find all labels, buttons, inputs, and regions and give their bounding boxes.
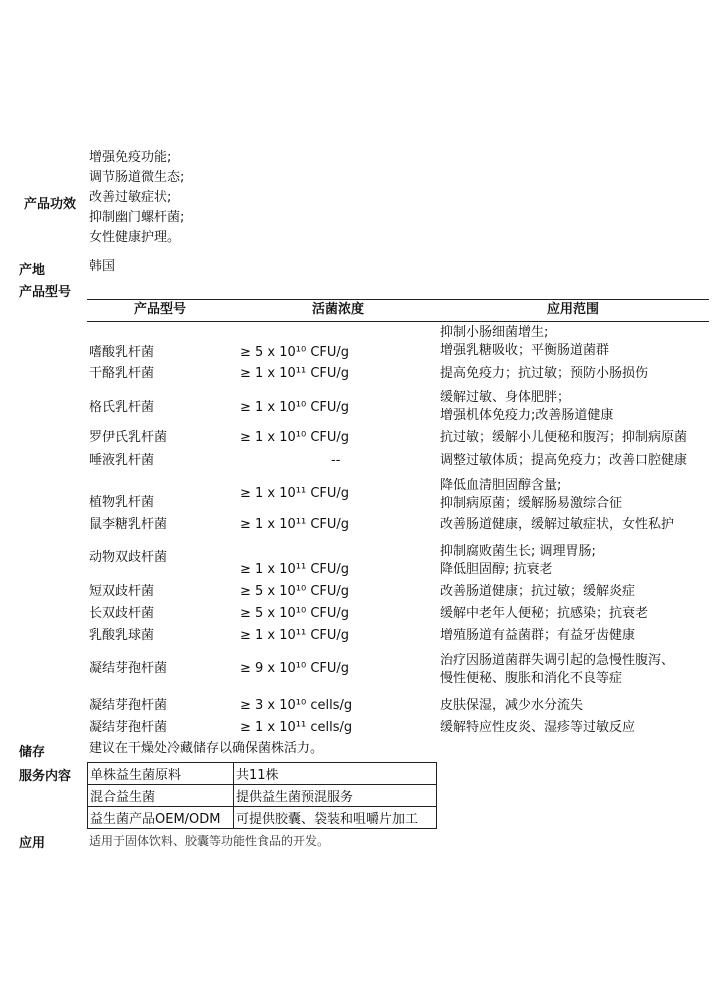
table-header-concentration: 活菌浓度 [312, 302, 365, 317]
table-cell-application: 提高免疫力；抗过敏；预防小肠损伤 [440, 366, 649, 381]
table-cell-application: 增强乳糖吸收；平衡肠道菌群 [440, 343, 610, 358]
table-cell-concentration: ≥ 3 x 10¹⁰ cells/g [240, 698, 353, 713]
service-label: 服务内容 [19, 769, 72, 784]
table-cell-application: 缓解特应性皮炎、湿疹等过敏反应 [440, 720, 636, 735]
table-cell-model: 凝结芽孢杆菌 [89, 720, 168, 735]
table-cell-concentration: ≥ 9 x 10¹⁰ CFU/g [240, 661, 350, 676]
function-label: 产品功效 [24, 197, 77, 212]
table-cell-application: 抗过敏；缓解小儿便秘和腹泻；抑制病原菌 [440, 430, 688, 445]
table-cell-concentration: ≥ 1 x 10¹¹ CFU/g [240, 366, 350, 381]
table-cell-application: 调整过敏体质；提高免疫力；改善口腔健康 [440, 453, 688, 468]
model-label: 产品型号 [19, 285, 72, 300]
table-cell-application: 降低血清胆固醇含量; [440, 478, 562, 493]
service-detail: 可提供胶囊、袋装和咀嚼片加工 [234, 807, 437, 829]
table-cell-concentration: ≥ 5 x 10¹⁰ CFU/g [240, 345, 350, 360]
table-cell-model: 动物双歧杆菌 [89, 550, 168, 565]
table-header-model: 产品型号 [134, 302, 187, 317]
table-cell-concentration: ≥ 1 x 10¹¹ CFU/g [240, 628, 350, 643]
table-cell-concentration: ≥ 1 x 10¹¹ CFU/g [240, 562, 350, 577]
table-cell-application: 皮肤保湿，减少水分流失 [440, 698, 584, 713]
table-cell-concentration: ≥ 5 x 10¹⁰ CFU/g [240, 606, 350, 621]
service-row [88, 807, 437, 829]
table-cell-application: 抑制小肠细菌增生; [440, 325, 549, 340]
function-list [89, 148, 184, 248]
table-top-rule [87, 299, 709, 300]
table-header-application: 应用范围 [547, 302, 600, 317]
service-detail: 提供益生菌预混服务 [234, 785, 437, 807]
storage-label: 储存 [19, 745, 46, 760]
table-cell-application: 慢性便秘、腹胀和消化不良等症 [440, 671, 623, 686]
table-cell-concentration: ≥ 1 x 10¹⁰ CFU/g [240, 400, 350, 415]
application-label: 应用 [19, 836, 46, 851]
table-cell-application: 改善肠道健康，缓解过敏症状，女性私护 [440, 517, 675, 532]
table-cell-application: 缓解过敏、身体肥胖； [440, 390, 571, 405]
function-item: 增强免疫功能; [89, 150, 172, 165]
table-cell-model: 凝结芽孢杆菌 [89, 698, 168, 713]
table-cell-application: 降低胆固醇; 抗衰老 [440, 562, 553, 577]
table-cell-application: 改善肠道健康；抗过敏；缓解炎症 [440, 584, 636, 599]
origin-label: 产地 [19, 263, 46, 278]
table-cell-concentration: ≥ 1 x 10¹¹ CFU/g [240, 486, 350, 501]
table-cell-model: 植物乳杆菌 [89, 495, 155, 510]
storage-text: 建议在干燥处冷藏储存以确保菌株活力。 [89, 741, 324, 756]
application-text: 适用于固体饮料、胶囊等功能性食品的开发。 [89, 834, 330, 848]
function-item: 女性健康护理。 [89, 230, 181, 245]
table-cell-application: 治疗因肠道菌群失调引起的急慢性腹泻、 [440, 653, 675, 668]
table-cell-model: 嗜酸乳杆菌 [89, 345, 155, 360]
table-cell-concentration: ≥ 1 x 10¹¹ cells/g [240, 720, 353, 735]
table-cell-model: 干酪乳杆菌 [89, 366, 155, 381]
function-item: 改善过敏症状; [89, 190, 172, 205]
table-cell-application: 缓解中老年人便秘；抗感染；抗衰老 [440, 606, 649, 621]
table-cell-model: 短双歧杆菌 [89, 584, 155, 599]
table-cell-model: 唾液乳杆菌 [89, 453, 155, 468]
service-row [88, 763, 437, 785]
function-item: 抑制幽门螺杆菌; [89, 210, 185, 225]
service-item: 单株益生菌原料 [88, 763, 234, 785]
service-detail: 共11株 [234, 763, 437, 785]
service-item: 益生菌产品OEM/ODM [88, 807, 234, 829]
service-row [88, 785, 437, 807]
table-cell-concentration: -- [331, 453, 341, 468]
function-item: 调节肠道微生态; [89, 170, 185, 185]
table-cell-model: 罗伊氏乳杆菌 [89, 430, 168, 445]
origin-value: 韩国 [89, 259, 116, 274]
table-cell-concentration: ≥ 5 x 10¹⁰ CFU/g [240, 584, 350, 599]
table-cell-application: 增强机体免疫力;改善肠道健康 [440, 408, 614, 423]
service-item: 混合益生菌 [88, 785, 234, 807]
service-table [87, 762, 437, 829]
table-header-rule [87, 321, 709, 322]
table-cell-application: 增殖肠道有益菌群；有益牙齿健康 [440, 628, 636, 643]
table-cell-application: 抑制腐败菌生长; 调理胃肠; [440, 544, 596, 559]
table-cell-model: 凝结芽孢杆菌 [89, 661, 168, 676]
table-cell-model: 长双歧杆菌 [89, 606, 155, 621]
table-cell-concentration: ≥ 1 x 10¹⁰ CFU/g [240, 430, 350, 445]
table-cell-model: 乳酸乳球菌 [89, 628, 155, 643]
table-cell-concentration: ≥ 1 x 10¹¹ CFU/g [240, 517, 350, 532]
table-cell-model: 鼠李糖乳杆菌 [89, 517, 168, 532]
table-cell-model: 格氏乳杆菌 [89, 400, 155, 415]
table-cell-application: 抑制病原菌；缓解肠易激综合征 [440, 496, 623, 511]
